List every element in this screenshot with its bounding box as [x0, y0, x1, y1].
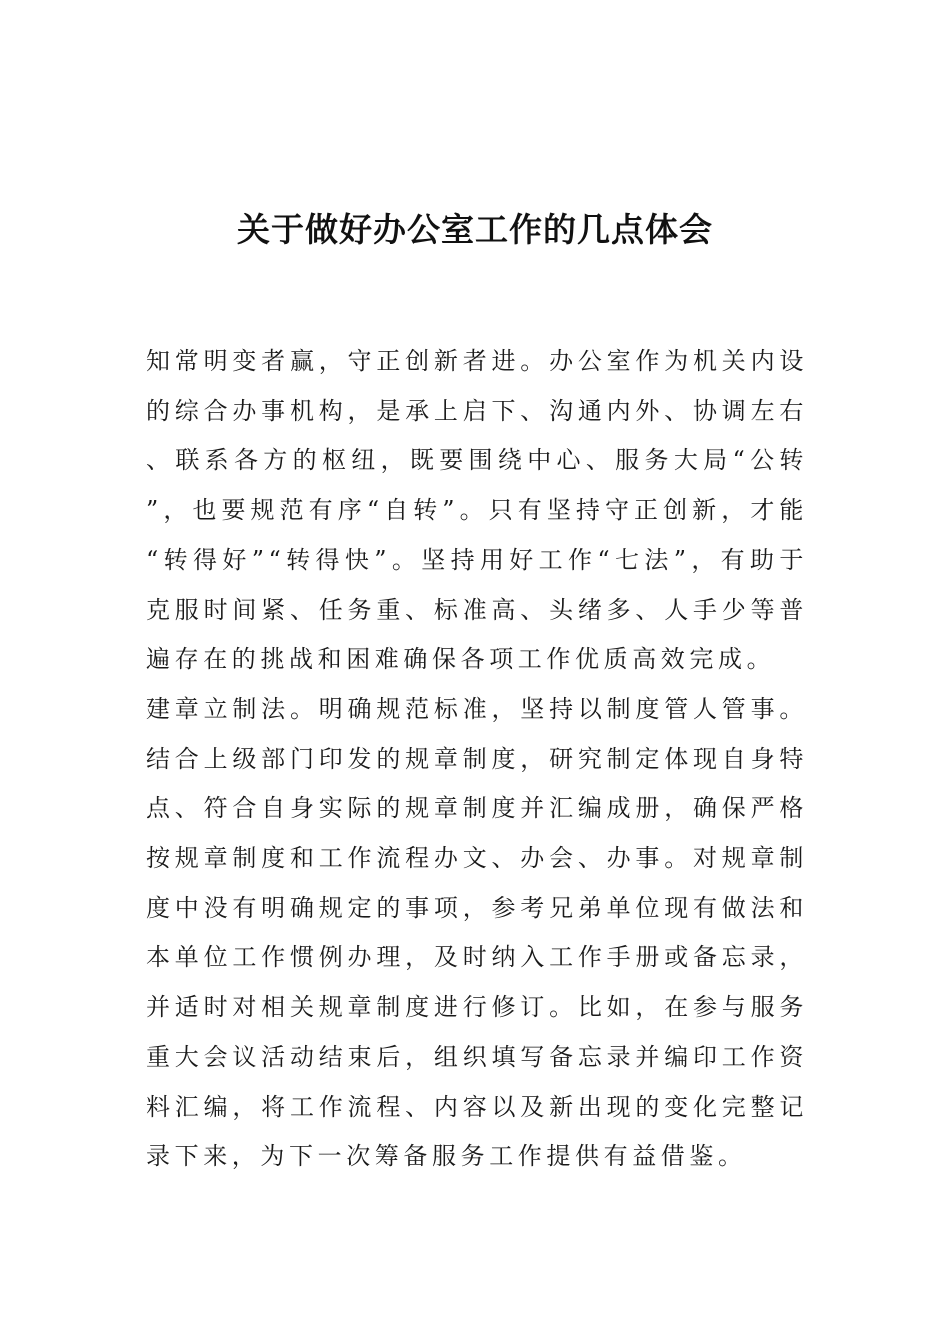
document-title: 关于做好办公室工作的几点体会 — [237, 210, 713, 249]
paragraph-intro: 知常明变者赢，守正创新者进。办公室作为机关内设的综合办事机构，是承上启下、沟通内外、协调左右、联系各方的枢纽，既要围绕中心、服务大局“公转”，也要规范有序“自转”。只有坚持守正创新，才能“转得好”“转得快”。坚持用好工作“七法”，有助于克服时间紧、任务重、标准高、头绪多、人手少等普遍存在的挑战和困难确保各项工作优质高效完成。 — [146, 347, 808, 674]
document-body — [146, 337, 808, 1182]
paragraph-rules-method: 建章立制法。明确规范标准，坚持以制度管人管事。结合上级部门印发的规章制度，研究制定体现自身特点、符合自身实际的规章制度并汇编成册，确保严格按规章制度和工作流程办文、办会、办事。对规章制度中没有明确规定的事项，参考兄弟单位现有做法和本单位工作惯例办理，及时纳入工作手册或备忘录，并适时对相关规章制度进行修订。比如，在参与服务重大会议活动结束后，组织填写备忘录并编印工作资料汇编，将工作流程、内容以及新出现的变化完整记录下来，为下一次筹备服务工作提供有益借鉴。 — [146, 694, 808, 1171]
